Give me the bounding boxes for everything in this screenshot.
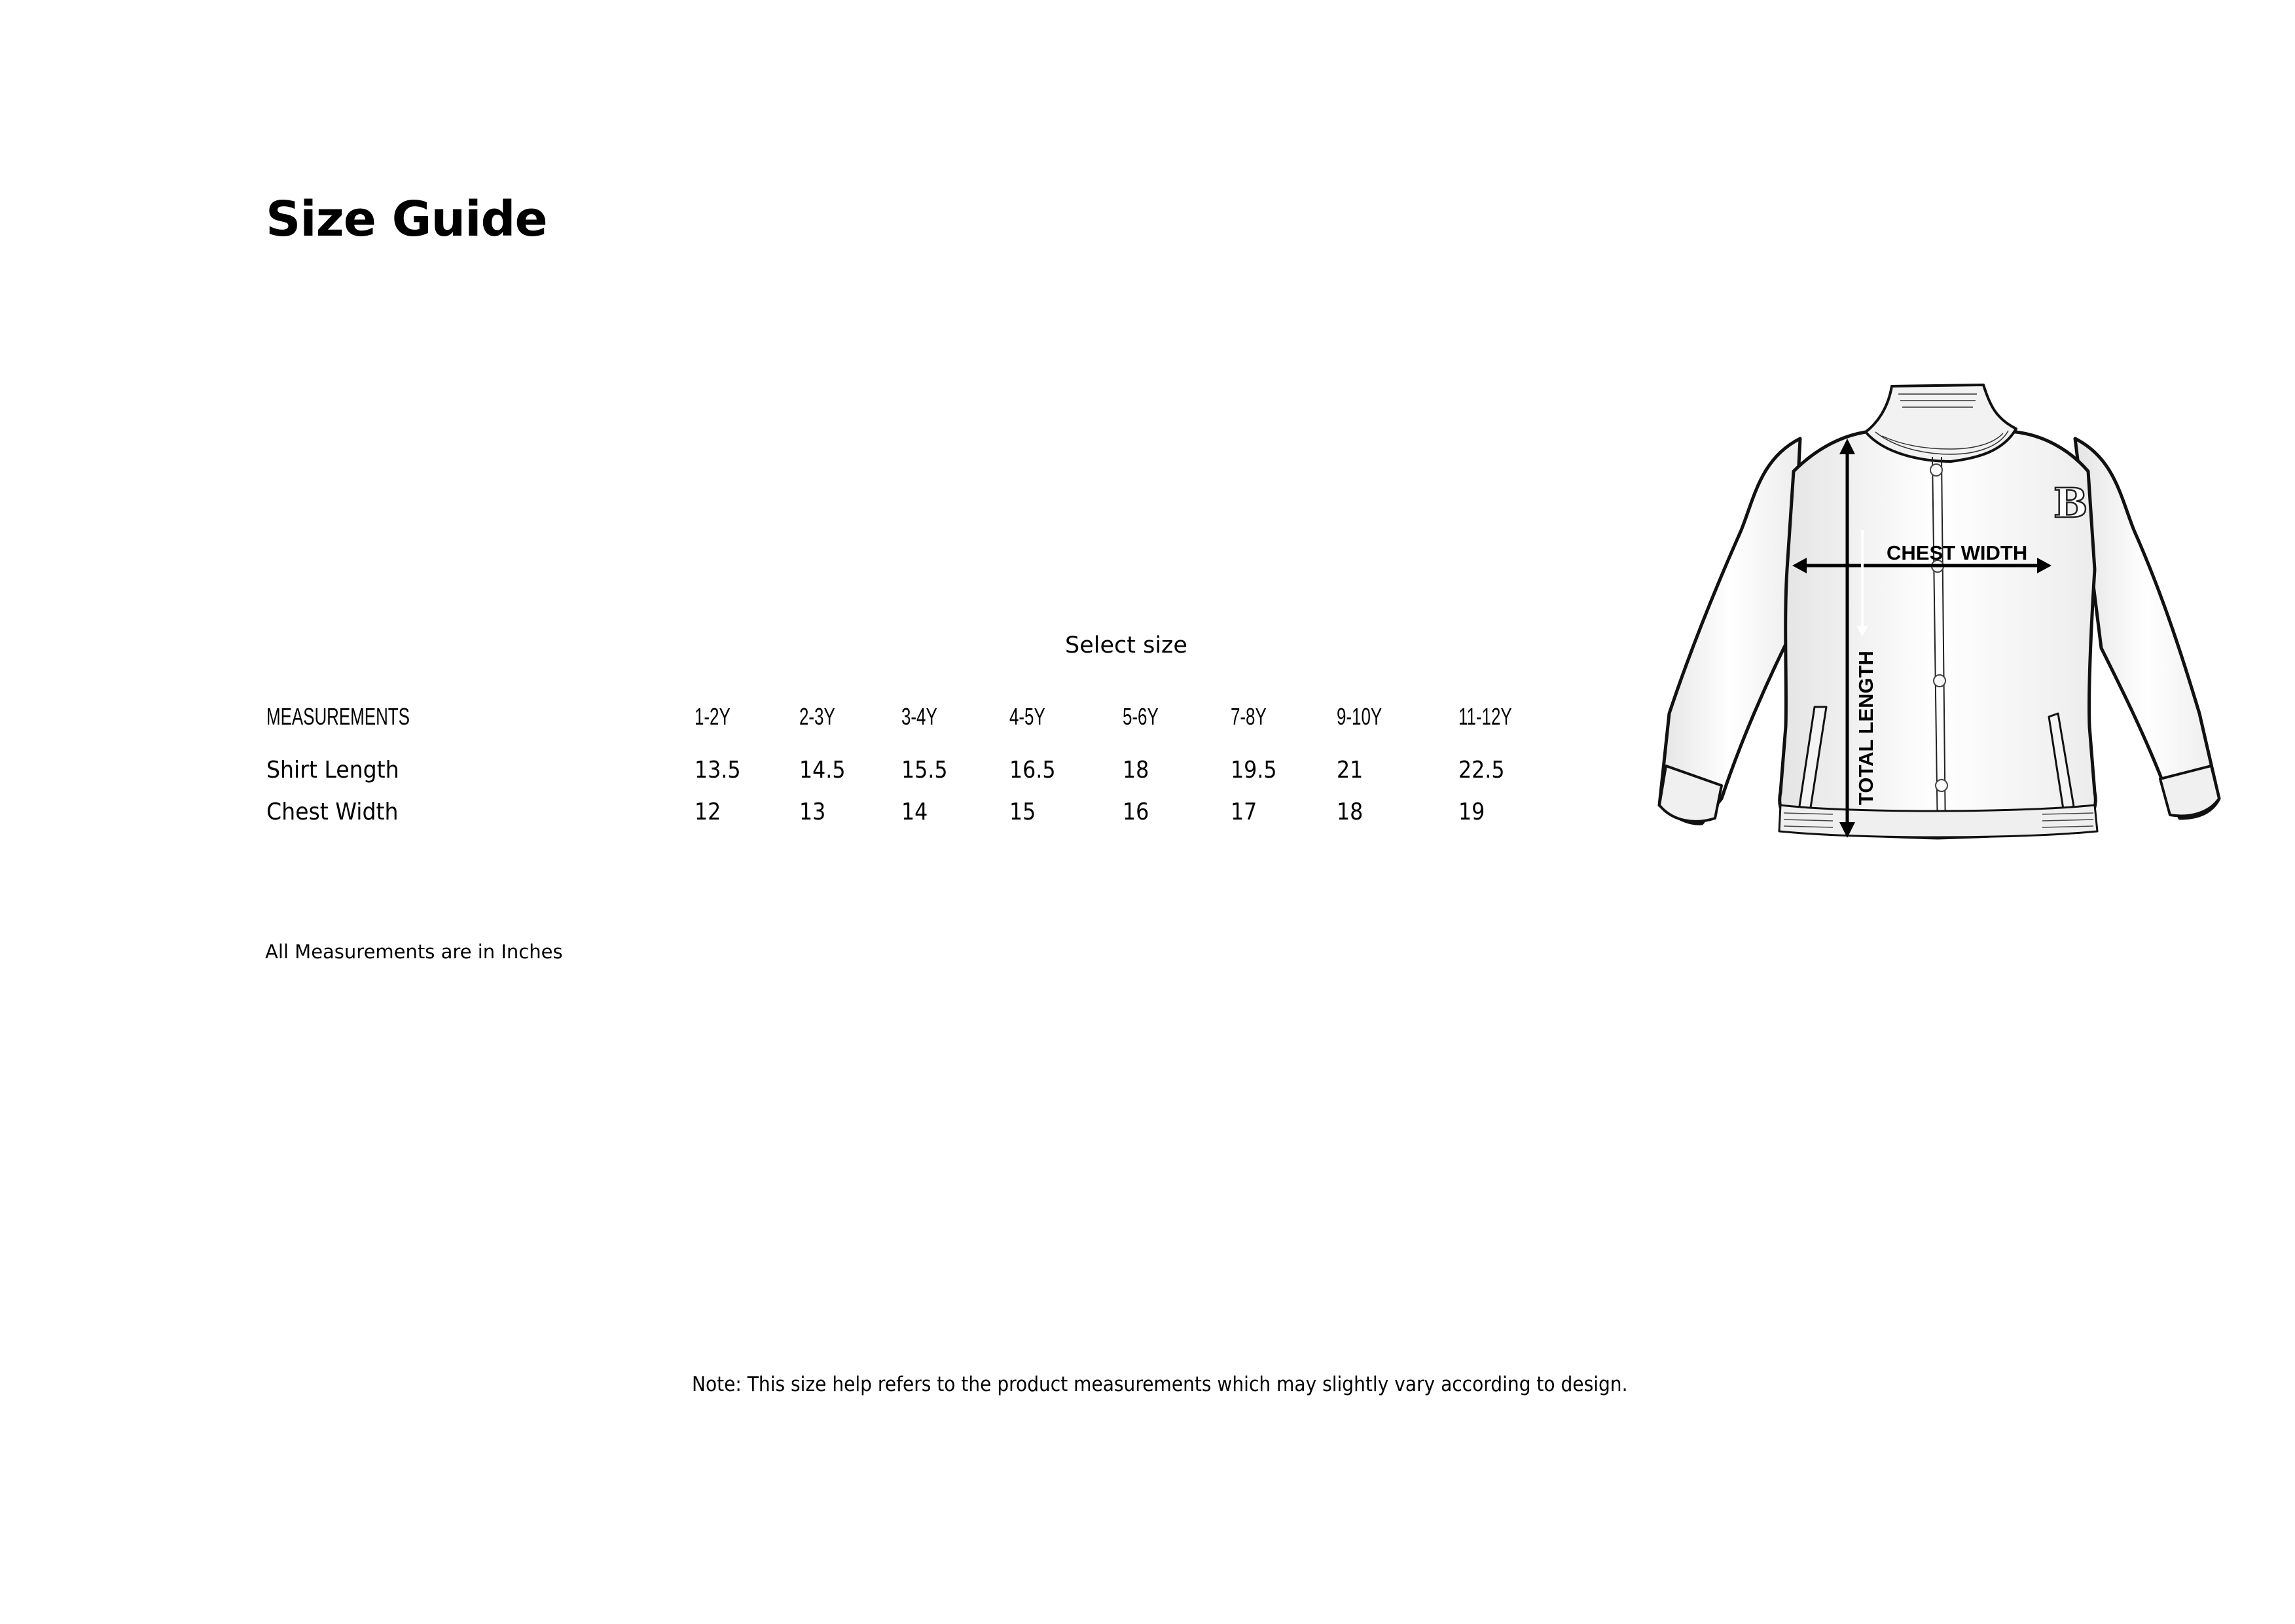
table-cell: 14 — [901, 799, 928, 825]
table-cell: 17 — [1231, 799, 1257, 825]
total-length-label: TOTAL LENGTH — [1854, 651, 1877, 805]
table-cell: 16.5 — [1009, 757, 1056, 784]
row-label-chest-width: Chest Width — [266, 799, 399, 825]
jacket-diagram — [1650, 373, 2226, 844]
collar — [1866, 385, 2016, 461]
table-cell: 14.5 — [799, 757, 846, 784]
table-cell: 13.5 — [695, 757, 741, 784]
footer-note: Note: This size help refers to the product measurements which may slightly vary according to design. — [692, 1373, 1628, 1396]
size-column-header[interactable]: 7-8Y — [1231, 703, 1267, 730]
table-cell: 12 — [695, 799, 721, 825]
page-title: Size Guide — [266, 191, 547, 247]
size-column-header[interactable]: 4-5Y — [1009, 703, 1045, 730]
table-cell: 16 — [1123, 799, 1149, 825]
size-column-header[interactable]: 1-2Y — [695, 703, 731, 730]
table-cell: 18 — [1337, 799, 1364, 825]
size-column-header[interactable]: 11-12Y — [1458, 703, 1512, 730]
unit-note: All Measurements are in Inches — [265, 941, 563, 963]
size-column-header[interactable]: 3-4Y — [901, 703, 937, 730]
jacket-illustration — [1659, 385, 2219, 838]
table-cell: 22.5 — [1458, 757, 1505, 784]
select-size-label: Select size — [1065, 632, 1187, 659]
right-sleeve — [2075, 439, 2219, 818]
row-label-shirt-length: Shirt Length — [266, 757, 399, 784]
size-column-header[interactable]: 5-6Y — [1123, 703, 1159, 730]
size-column-header[interactable]: 9-10Y — [1337, 703, 1382, 730]
table-cell: 15 — [1009, 799, 1036, 825]
size-column-header[interactable]: 2-3Y — [799, 703, 835, 730]
left-sleeve — [1659, 439, 1800, 823]
badge-letter-b: B — [2053, 479, 2088, 527]
table-cell: 21 — [1337, 757, 1364, 784]
table-cell: 15.5 — [901, 757, 948, 784]
measurements-header: MEASUREMENTS — [266, 703, 410, 730]
table-cell: 13 — [799, 799, 826, 825]
table-cell: 19.5 — [1231, 757, 1277, 784]
jacket-body — [1780, 432, 2096, 838]
table-cell: 18 — [1123, 757, 1149, 784]
chest-width-label: CHEST WIDTH — [1887, 541, 2028, 564]
table-cell: 19 — [1458, 799, 1485, 825]
